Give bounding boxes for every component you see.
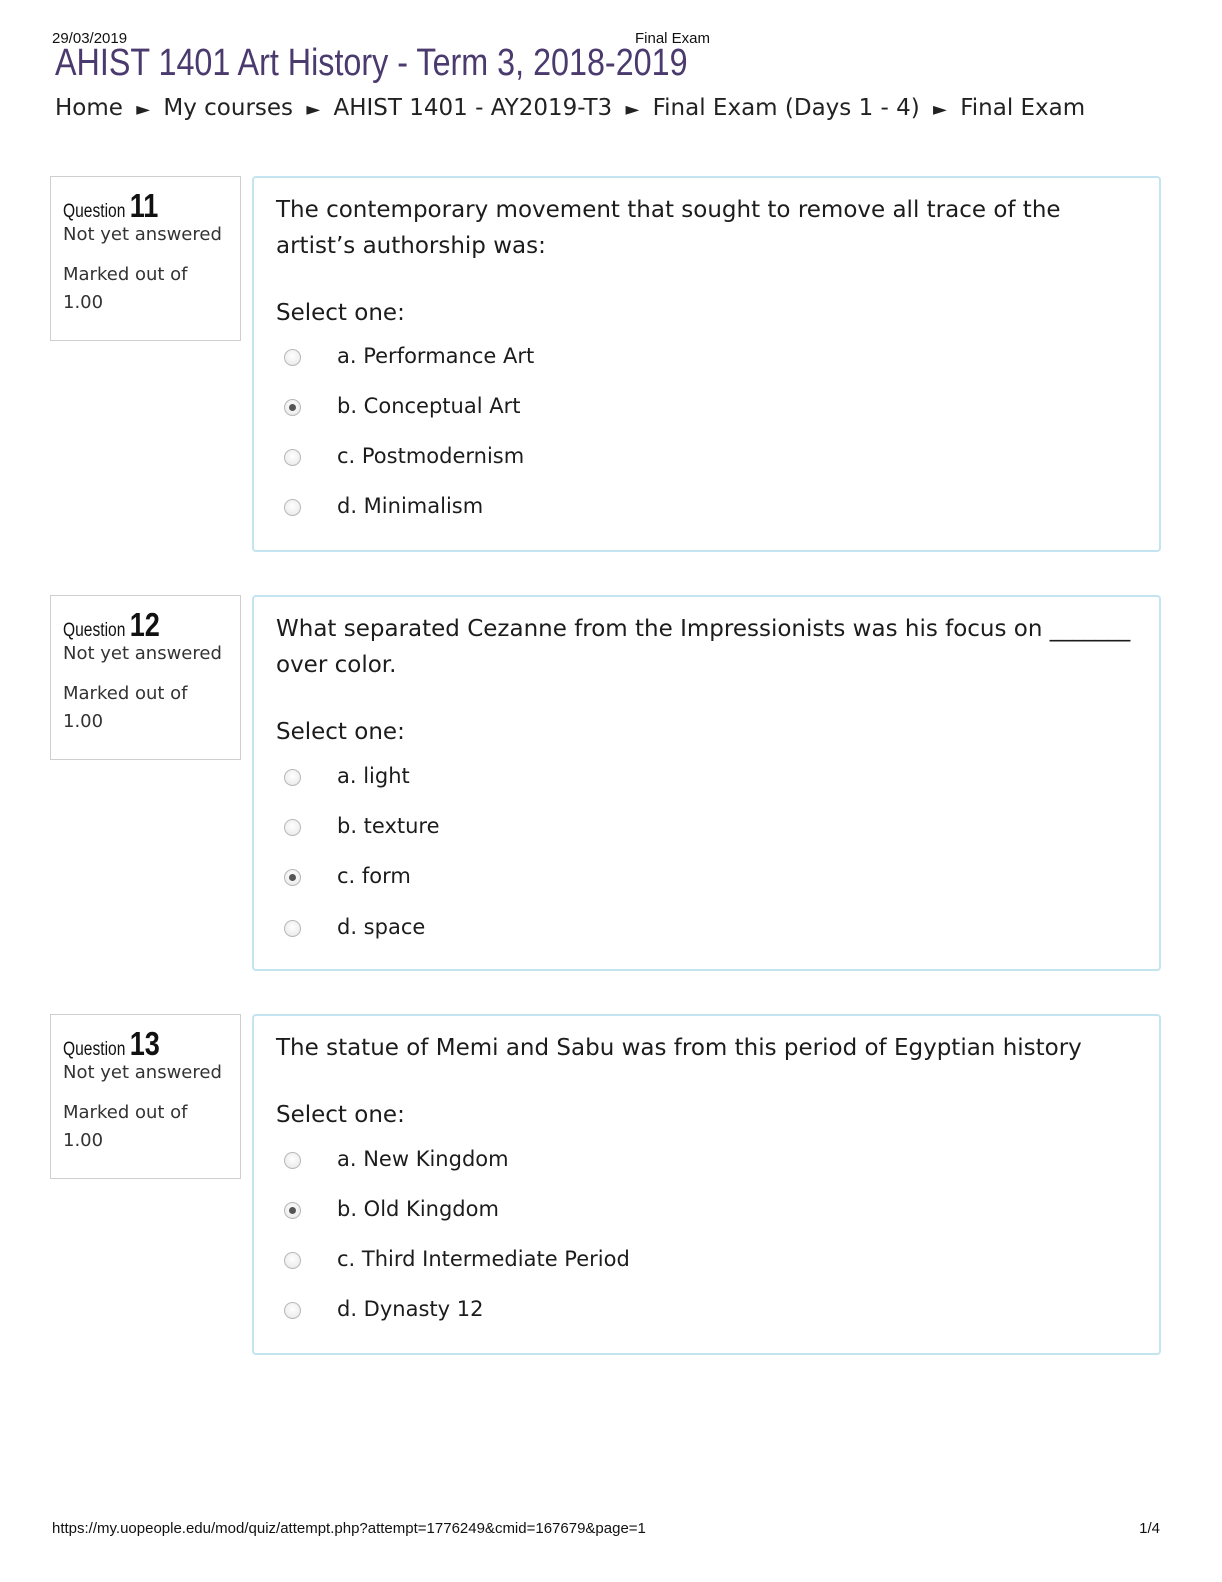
- question-text: The contemporary movement that sought to remove all trace of the artist’s authorship was:: [276, 197, 1061, 259]
- breadcrumb-separator-icon: ►: [136, 99, 151, 120]
- question-number: [63, 1025, 198, 1062]
- question-content: [252, 595, 1161, 971]
- breadcrumb-final-exam-days[interactable]: Final Exam (Days 1 - 4): [652, 95, 920, 121]
- answer-option[interactable]: [284, 1297, 884, 1327]
- question-state: Not yet answered: [63, 1062, 222, 1083]
- answer-option[interactable]: [284, 915, 884, 945]
- answer-option-label[interactable]: c. Third Intermediate Period: [337, 1247, 630, 1271]
- question-state: Not yet answered: [63, 643, 222, 664]
- question-info: [50, 176, 241, 341]
- radio-button[interactable]: [284, 869, 301, 886]
- question-text: What separated Cezanne from the Impressionists was his focus on _______ over color.: [276, 616, 1131, 678]
- breadcrumb-course[interactable]: AHIST 1401 - AY2019-T3: [333, 95, 613, 121]
- question-mark: Marked out of 1.00: [63, 264, 188, 313]
- answer-option[interactable]: [284, 344, 884, 374]
- question-mark: Marked out of 1.00: [63, 1102, 188, 1151]
- answer-option[interactable]: [284, 764, 884, 794]
- question-mark: Marked out of 1.00: [63, 683, 188, 732]
- radio-button[interactable]: [284, 1252, 301, 1269]
- breadcrumb-final-exam[interactable]: Final Exam: [960, 95, 1086, 121]
- radio-button[interactable]: [284, 399, 301, 416]
- select-one-prompt: Select one:: [276, 300, 405, 326]
- answer-option-label[interactable]: c. Postmodernism: [337, 444, 525, 468]
- answer-option[interactable]: [284, 1247, 884, 1277]
- breadcrumb-my-courses[interactable]: My courses: [163, 95, 294, 121]
- answer-option-label[interactable]: d. space: [337, 915, 426, 939]
- answer-option-label[interactable]: d. Minimalism: [337, 494, 484, 518]
- question-number-value: 13: [129, 1025, 160, 1062]
- radio-button[interactable]: [284, 819, 301, 836]
- question-label: Question: [63, 620, 126, 641]
- breadcrumb-separator-icon: ►: [625, 99, 640, 120]
- breadcrumb-separator-icon: ►: [933, 99, 947, 120]
- answer-option[interactable]: [284, 444, 884, 474]
- radio-button[interactable]: [284, 1152, 301, 1169]
- question-number: [63, 606, 198, 643]
- course-title: AHIST 1401 Art History - Term 3, 2018-2019: [55, 42, 688, 84]
- question-number-value: 12: [129, 606, 160, 643]
- radio-button[interactable]: [284, 1202, 301, 1219]
- radio-button[interactable]: [284, 449, 301, 466]
- radio-button[interactable]: [284, 769, 301, 786]
- question-text: The statue of Memi and Sabu was from this period of Egyptian history: [276, 1035, 1082, 1061]
- select-one-prompt: Select one:: [276, 1102, 405, 1128]
- question-label: Question: [63, 201, 126, 222]
- answer-option[interactable]: [284, 1147, 884, 1177]
- answer-option-label[interactable]: b. Conceptual Art: [337, 394, 521, 418]
- question-content: [252, 1014, 1161, 1355]
- answer-option-label[interactable]: d. Dynasty 12: [337, 1297, 484, 1321]
- answer-option[interactable]: [284, 394, 884, 424]
- print-page-title: Final Exam: [635, 30, 711, 47]
- page-number: 1/4: [1139, 1520, 1160, 1537]
- radio-button[interactable]: [284, 499, 301, 516]
- breadcrumb-separator-icon: ►: [306, 99, 321, 120]
- answer-option[interactable]: [284, 814, 884, 844]
- print-date: 29/03/2019: [52, 30, 128, 47]
- question-info: [50, 595, 241, 760]
- answer-option-label[interactable]: b. Old Kingdom: [337, 1197, 499, 1221]
- question-number-value: 11: [129, 187, 159, 224]
- radio-button[interactable]: [284, 1302, 301, 1319]
- radio-button[interactable]: [284, 920, 301, 937]
- answer-option-label[interactable]: a. light: [337, 764, 410, 788]
- question-label: Question: [63, 1039, 126, 1060]
- page-url: https://my.uopeople.edu/mod/quiz/attempt.php?attempt=1776249&cmid=167679&page=1: [52, 1520, 646, 1537]
- question-info: [50, 1014, 241, 1179]
- question-content: [252, 176, 1161, 552]
- answer-option-label[interactable]: b. texture: [337, 814, 440, 838]
- answer-option-label[interactable]: a. Performance Art: [337, 344, 535, 368]
- answer-option-label[interactable]: a. New Kingdom: [337, 1147, 509, 1171]
- radio-button[interactable]: [284, 349, 301, 366]
- answer-option[interactable]: [284, 1197, 884, 1227]
- question-state: Not yet answered: [63, 224, 222, 245]
- answer-option[interactable]: [284, 864, 884, 894]
- answer-option[interactable]: [284, 494, 884, 524]
- question-number: [63, 187, 198, 224]
- breadcrumb-home[interactable]: Home: [55, 95, 123, 121]
- select-one-prompt: Select one:: [276, 719, 405, 745]
- answer-option-label[interactable]: c. form: [337, 864, 411, 888]
- breadcrumb: [55, 95, 1085, 121]
